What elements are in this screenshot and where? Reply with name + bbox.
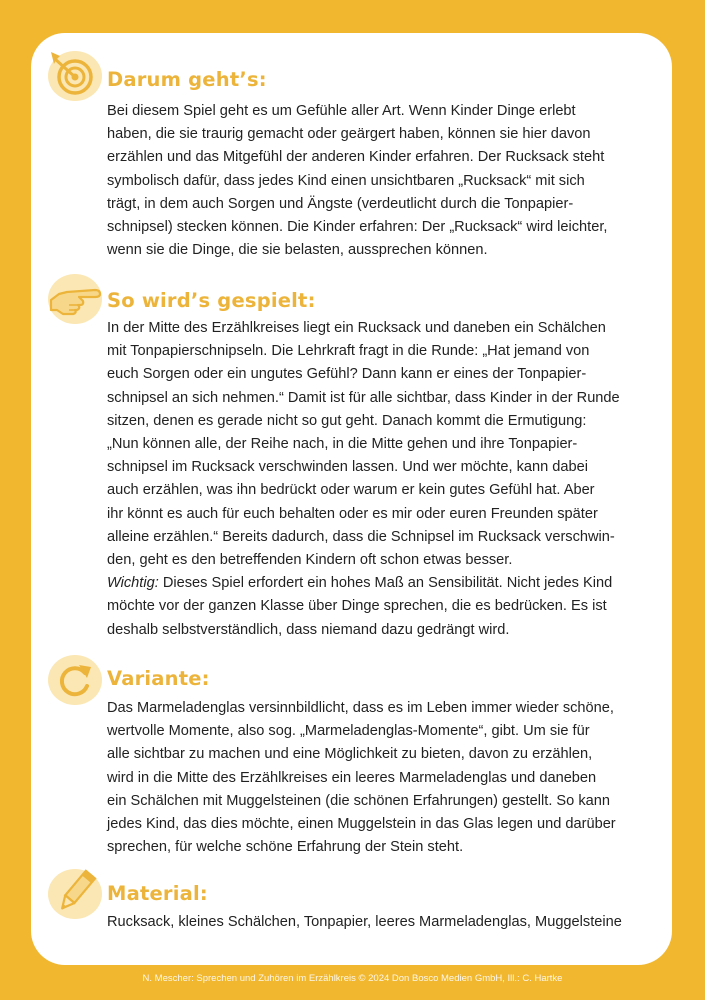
text-line: In der Mitte des Erzählkreises liegt ein Rucksack und daneben ein Schälchen [107,320,606,336]
text-line: wird in die Mitte des Erzählkreises ein leeres Marmeladenglas und daneben [107,769,597,786]
wichtig-line [107,572,655,595]
text-variante [107,697,655,859]
text-line: ein Schälchen mit Muggelsteinen (die schönen Erfahrungen) gestellt. So kann [107,792,610,809]
text-line: „Nun können alle, der Reihe nach, in die Mitte gehen und ihre Tonpapier- [107,436,578,453]
text-line: deshalb selbstverständlich, dass niemand dazu gedrängt wird. [107,621,510,638]
text-line: alle sichtbar zu machen und eine Möglichkeit zu bieten, davon zu erzählen, [107,746,593,763]
text-line: Rucksack, kleines Schälchen, Tonpapier, leeres Marmeladenglas, Muggelsteine [107,914,622,930]
text-line: euch Sorgen oder ein ungutes Gefühl? Dann kann er eines der Tonpapier- [107,366,587,383]
wichtig-label: Wichtig: [107,575,159,592]
wichtig-text: Dieses Spiel erfordert ein hohes Maß an Sensibilität. Nicht jedes Kind [158,575,613,592]
text-material [107,911,655,934]
copyright-footer: N. Mescher: Sprechen und Zuhören im Erzählkreis © 2024 Don Bosco Medien GmbH, Ill.: C. Hartke [142,973,563,984]
text-darum [107,100,655,262]
text-line: möchte vor der ganzen Klasse über Dinge sprechen, die es bedrücken. Es ist [107,598,607,615]
content-card [31,33,672,965]
pencil-icon [45,865,105,921]
text-line: schnipsel im Rucksack verschwinden lassen. Und wer möchte, kann dabei [107,459,589,476]
heading-spiel: So wird’s gespielt: [107,289,316,312]
heading-variante: Variante: [107,667,210,690]
text-line: wenn sie die Dinge, die sie belasten, aussprechen können. [107,242,488,259]
text-line: trägt, in dem auch Sorgen und Ängste (verdeutlicht durch die Tonpapier- [107,195,574,212]
text-line: ihr könnt es auch für euch behalten oder es mir oder euren Freunden später [107,505,598,522]
text-line: Das Marmeladenglas versinnbildlicht, dass es im Leben immer wieder schöne, [107,700,614,716]
text-line: mit Tonpapierschnipseln. Die Lehrkraft fragt in die Runde: „Hat jemand von [107,343,590,360]
text-line: auch erzählen, was ihn bedrückt oder warum er kein gutes Gefühl hat. Aber [107,482,595,499]
text-line: jedes Kind, das dies möchte, einen Muggelstein in das Glas legen und darüber [107,816,616,833]
text-line: alleine erzählen.“ Bereits dadurch, dass die Schnipsel im Rucksack verschwin- [107,528,615,545]
text-line: den, geht es den betreffenden Kindern oft schon etwas besser. [107,552,513,569]
text-spiel [107,317,655,642]
text-line: haben, die sie traurig gemacht oder geärgert haben, können sie hier davon [107,126,591,143]
target-icon [45,47,105,103]
heading-darum: Darum geht’s: [107,68,267,91]
text-line: symbolisch dafür, dass jedes Kind einen unsichtbaren „Rucksack“ mit sich [107,172,585,189]
text-line: Bei diesem Spiel geht es um Gefühle aller Art. Wenn Kinder Dinge erlebt [107,103,576,119]
text-line: sitzen, denen es gerade nicht so gut geht. Danach kommt die Ermutigung: [107,412,587,429]
text-line: wertvolle Momente, also sog. „Marmeladenglas-Momente“, gibt. Um sie für [107,723,590,740]
heading-material: Material: [107,882,208,905]
text-line: sprechen, für welche schöne Erfahrung der Stein steht. [107,839,464,856]
refresh-arrow-icon [45,651,105,707]
text-line: schnipsel) stecken können. Die Kinder erfahren: Der „Rucksack“ wird leichter, [107,219,608,236]
text-line: schnipsel an sich nehmen.“ Damit ist für alle sichtbar, dass Kinder in der Runde [107,389,620,406]
pointing-hand-icon [45,270,105,326]
text-line: erzählen und das Mitgefühl der anderen Kinder erfahren. Der Rucksack steht [107,149,605,166]
